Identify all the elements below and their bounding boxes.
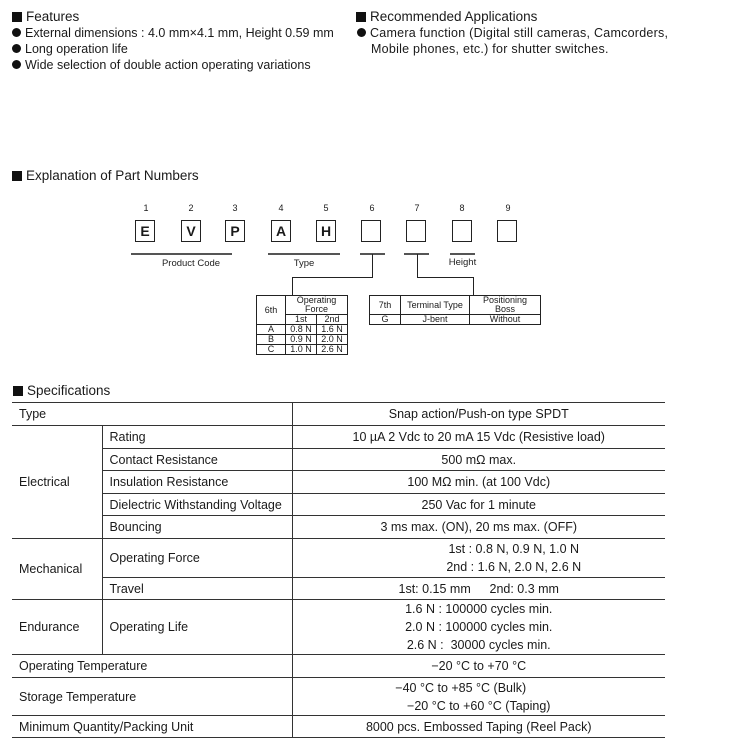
spec-value-line: −40 °C to +85 °C (Bulk) <box>395 680 527 695</box>
terminal-table-row <box>370 315 541 325</box>
force-1st: 0.8 N <box>286 325 317 335</box>
spec-value-line: −20 °C to +60 °C (Taping) <box>407 698 551 713</box>
position-number: 7 <box>414 203 420 213</box>
connector-line <box>292 277 373 278</box>
force-table-subhead: 2nd <box>317 315 348 325</box>
spec-item: Dielectric Withstanding Voltage <box>102 494 292 516</box>
features-title: Features <box>26 9 80 24</box>
part-char-box: V <box>181 220 201 242</box>
part-char-box: H <box>316 220 336 242</box>
position-number: 3 <box>232 203 238 213</box>
features-item-text: External dimensions : 4.0 mm×4.1 mm, Height 0.59 mm <box>25 26 334 40</box>
spec-group-electrical: Electrical <box>12 426 102 539</box>
applications-title: Recommended Applications <box>370 9 538 24</box>
connector-line <box>473 277 474 295</box>
product-code-underline <box>131 253 232 255</box>
terminal-table-head: 7th <box>370 296 401 315</box>
spec-row-rating <box>12 426 665 449</box>
features-item <box>11 25 334 41</box>
connector-line <box>417 277 474 278</box>
part-char-box: E <box>135 220 155 242</box>
position-number: 6 <box>369 203 375 213</box>
position-number: 9 <box>505 203 511 213</box>
spec-value: 3 ms max. (ON), 20 ms max. (OFF) <box>292 516 665 539</box>
terminal-table-head: Terminal Type <box>401 296 470 315</box>
spec-item: Insulation Resistance <box>102 471 292 494</box>
position-number: 2 <box>188 203 194 213</box>
position-number: 4 <box>278 203 284 213</box>
terminal-table-head: Positioning Boss <box>470 296 541 315</box>
position-number: 8 <box>459 203 465 213</box>
spec-value: 8000 pcs. Embossed Taping (Reel Pack) <box>292 716 665 738</box>
position-number: 5 <box>323 203 329 213</box>
spec-row-storage-temperature <box>12 678 665 716</box>
spec-value: 500 mΩ max. <box>292 449 665 471</box>
features-item <box>11 41 334 57</box>
part-empty-box <box>361 220 381 242</box>
part-empty-box <box>406 220 426 242</box>
spec-value: 10 µA 2 Vdc to 20 mA 15 Vdc (Resistive load) <box>292 426 665 449</box>
spec-value-line: 2nd : 1.6 N, 2.0 N, 2.6 N <box>446 560 582 574</box>
spec-value <box>292 678 665 716</box>
height-label: Height <box>448 257 477 268</box>
spec-label: Storage Temperature <box>12 678 292 716</box>
terminal-type-table <box>369 295 541 325</box>
spec-value <box>292 539 665 578</box>
spec-value-line: 2.6 N : 30000 cycles min. <box>406 638 551 652</box>
terminal-code: G <box>370 315 401 325</box>
bullet-dot-icon <box>357 28 366 37</box>
part-numbers-title: Explanation of Part Numbers <box>26 168 199 183</box>
features-list <box>11 25 334 73</box>
applications-item <box>356 25 668 41</box>
spec-item: Bouncing <box>102 516 292 539</box>
square-bullet-icon <box>356 12 366 22</box>
spec-label: Type <box>12 403 292 426</box>
applications-list <box>356 25 668 57</box>
spec-value: Snap action/Push-on type SPDT <box>292 403 665 426</box>
force-2nd: 2.0 N <box>317 335 348 345</box>
force-table-row <box>257 345 348 355</box>
force-code: C <box>257 345 286 355</box>
spec-value-line: 2.0 N : 100000 cycles min. <box>405 620 553 634</box>
position-number: 1 <box>143 203 149 213</box>
force-code: B <box>257 335 286 345</box>
positioning-boss: Without <box>470 315 541 325</box>
spec-row-type <box>12 403 665 426</box>
square-bullet-icon <box>12 12 22 22</box>
spec-row-operating-temperature <box>12 655 665 678</box>
bullet-dot-icon <box>12 44 21 53</box>
spec-row-dielectric <box>12 494 665 516</box>
force-table-head: 6th <box>257 296 286 325</box>
spec-item: Operating Life <box>102 600 292 655</box>
operating-force-table <box>256 295 348 355</box>
spec-value: 100 MΩ min. (at 100 Vdc) <box>292 471 665 494</box>
force-table-group-head: Operating Force <box>286 296 348 315</box>
applications-item-text: Camera function (Digital still cameras, Camcorders, <box>370 26 669 40</box>
specifications-heading <box>13 383 110 398</box>
spec-item: Rating <box>102 426 292 449</box>
force-table-row <box>257 325 348 335</box>
spec-value: 250 Vac for 1 minute <box>292 494 665 516</box>
spec-group-endurance: Endurance <box>12 600 102 655</box>
features-item-text: Wide selection of double action operating variations <box>25 58 311 72</box>
spec-row-contact-resistance <box>12 449 665 471</box>
bullet-dot-icon <box>12 28 21 37</box>
force-1st: 0.9 N <box>286 335 317 345</box>
connector-line <box>372 254 373 278</box>
force-table-row <box>257 335 348 345</box>
part-empty-box <box>452 220 472 242</box>
terminal-type: J-bent <box>401 315 470 325</box>
spec-row-packing <box>12 716 665 738</box>
square-bullet-icon <box>13 386 23 396</box>
spec-item: Travel <box>102 578 292 600</box>
force-code: A <box>257 325 286 335</box>
force-2nd: 1.6 N <box>317 325 348 335</box>
force-1st: 1.0 N <box>286 345 317 355</box>
type-label: Type <box>293 258 315 269</box>
part-char-box: P <box>225 220 245 242</box>
spec-item: Contact Resistance <box>102 449 292 471</box>
applications-item-text-continued: Mobile phones, etc.) for shutter switches. <box>371 42 609 56</box>
spec-group-mechanical: Mechanical <box>12 539 102 600</box>
square-bullet-icon <box>12 171 22 181</box>
spec-label: Minimum Quantity/Packing Unit <box>12 716 292 738</box>
features-item <box>11 57 334 73</box>
applications-heading <box>356 9 537 24</box>
part-empty-box <box>497 220 517 242</box>
part-numbers-heading <box>12 168 199 183</box>
features-item-text: Long operation life <box>25 42 128 56</box>
force-table-subhead: 1st <box>286 315 317 325</box>
spec-value <box>292 600 665 655</box>
spec-value: 1st: 0.15 mm 2nd: 0.3 mm <box>292 578 665 600</box>
bullet-dot-icon <box>12 60 21 69</box>
spec-row-travel <box>12 578 665 600</box>
product-code-label: Product Code <box>161 258 221 269</box>
spec-value-line: 1.6 N : 100000 cycles min. <box>405 602 553 616</box>
spec-value-line: 1st : 0.8 N, 0.9 N, 1.0 N <box>448 542 580 556</box>
spec-item: Operating Force <box>102 539 292 578</box>
height-underline <box>450 253 475 255</box>
specifications-title: Specifications <box>27 383 111 398</box>
spec-value: −20 °C to +70 °C <box>292 655 665 678</box>
features-heading <box>12 9 79 24</box>
connector-line <box>417 254 418 278</box>
specifications-table <box>12 402 665 738</box>
part-char-box: A <box>271 220 291 242</box>
spec-row-operating-life <box>12 600 665 655</box>
connector-line <box>292 277 293 295</box>
spec-row-operating-force <box>12 539 665 578</box>
spec-row-bouncing <box>12 516 665 539</box>
force-2nd: 2.6 N <box>317 345 348 355</box>
type-underline <box>268 253 340 255</box>
spec-label: Operating Temperature <box>12 655 292 678</box>
spec-row-insulation-resistance <box>12 471 665 494</box>
